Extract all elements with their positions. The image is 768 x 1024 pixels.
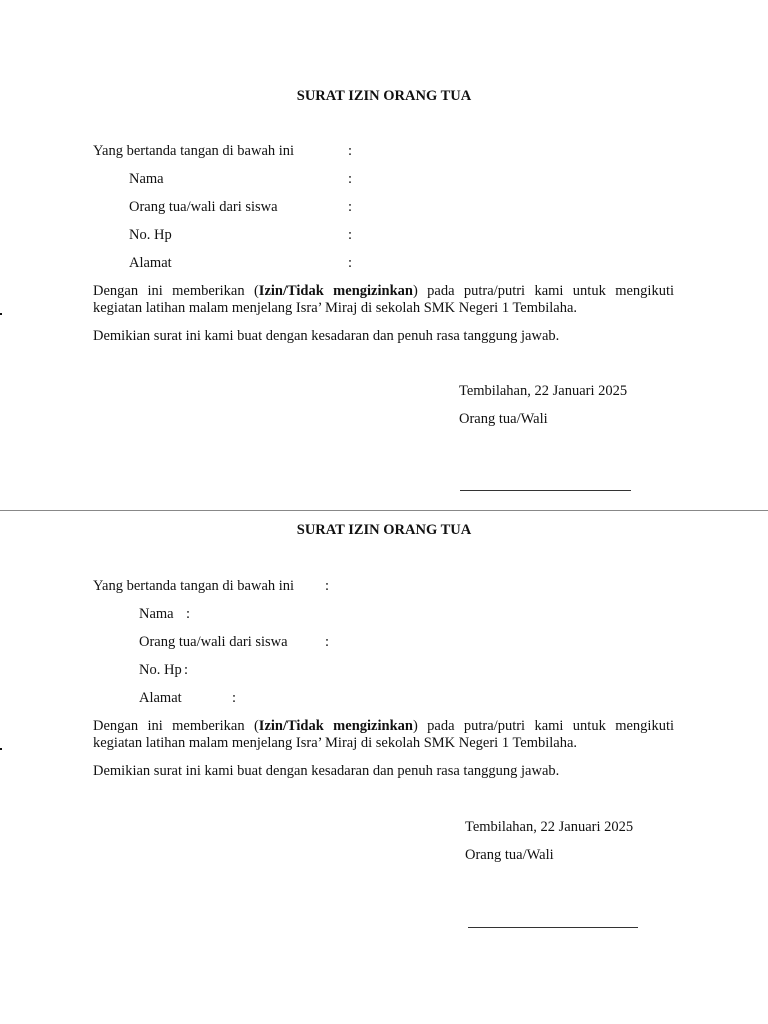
field-label-ortu: Orang tua/wali dari siswa [129,199,278,215]
body-bold-option: Izin/Tidak mengizinkan [258,283,413,299]
field-label-hp: No. Hp [139,662,182,678]
field-label-nama: Nama [129,171,164,187]
intro-text: Yang bertanda tangan di bawah ini [93,143,295,159]
field-colon: : [325,634,330,650]
letter-title: SURAT IZIN ORANG TUA [296,88,472,104]
field-colon: : [232,690,237,706]
field-label-alamat: Alamat [129,255,172,271]
letter-title: SURAT IZIN ORANG TUA [296,522,472,538]
cut-divider [0,510,768,511]
margin-mark [0,748,2,750]
field-colon: : [348,227,353,243]
field-label-nama: Nama [139,606,174,622]
body-bold-option: Izin/Tidak mengizinkan [258,718,413,734]
field-label-alamat: Alamat [139,690,182,706]
signer-label: Orang tua/Wali [465,847,554,863]
signer-label: Orang tua/Wali [459,411,548,427]
body-paragraph: Dengan ini memberikan (Izin/Tidak mengizinkan) pada putra/putri kami untuk mengikuti kegiatan latihan malam menjelang Isra’ Miraj di sekolah SMK Negeri 1 Tembilaha. [93,283,675,316]
place-date: Tembilahan, 22 Januari 2025 [459,383,628,399]
closing-text: Demikian surat ini kami buat dengan kesadaran dan penuh rasa tanggung jawab. [93,763,560,779]
body-paragraph: Dengan ini memberikan (Izin/Tidak mengizinkan) pada putra/putri kami untuk mengikuti kegiatan latihan malam menjelang Isra’ Miraj di sekolah SMK Negeri 1 Tembilaha. [93,718,675,751]
intro-colon: : [325,578,330,594]
closing-text: Demikian surat ini kami buat dengan kesadaran dan penuh rasa tanggung jawab. [93,328,560,344]
field-colon: : [348,199,353,215]
margin-mark [0,313,2,315]
intro-colon: : [348,143,353,159]
field-colon: : [184,662,189,678]
field-colon: : [348,171,353,187]
field-label-ortu: Orang tua/wali dari siswa [139,634,288,650]
field-colon: : [186,606,191,622]
intro-text: Yang bertanda tangan di bawah ini [93,578,295,594]
signature-line [460,490,631,491]
place-date: Tembilahan, 22 Januari 2025 [465,819,634,835]
field-label-hp: No. Hp [129,227,172,243]
field-colon: : [348,255,353,271]
signature-line [468,927,638,928]
